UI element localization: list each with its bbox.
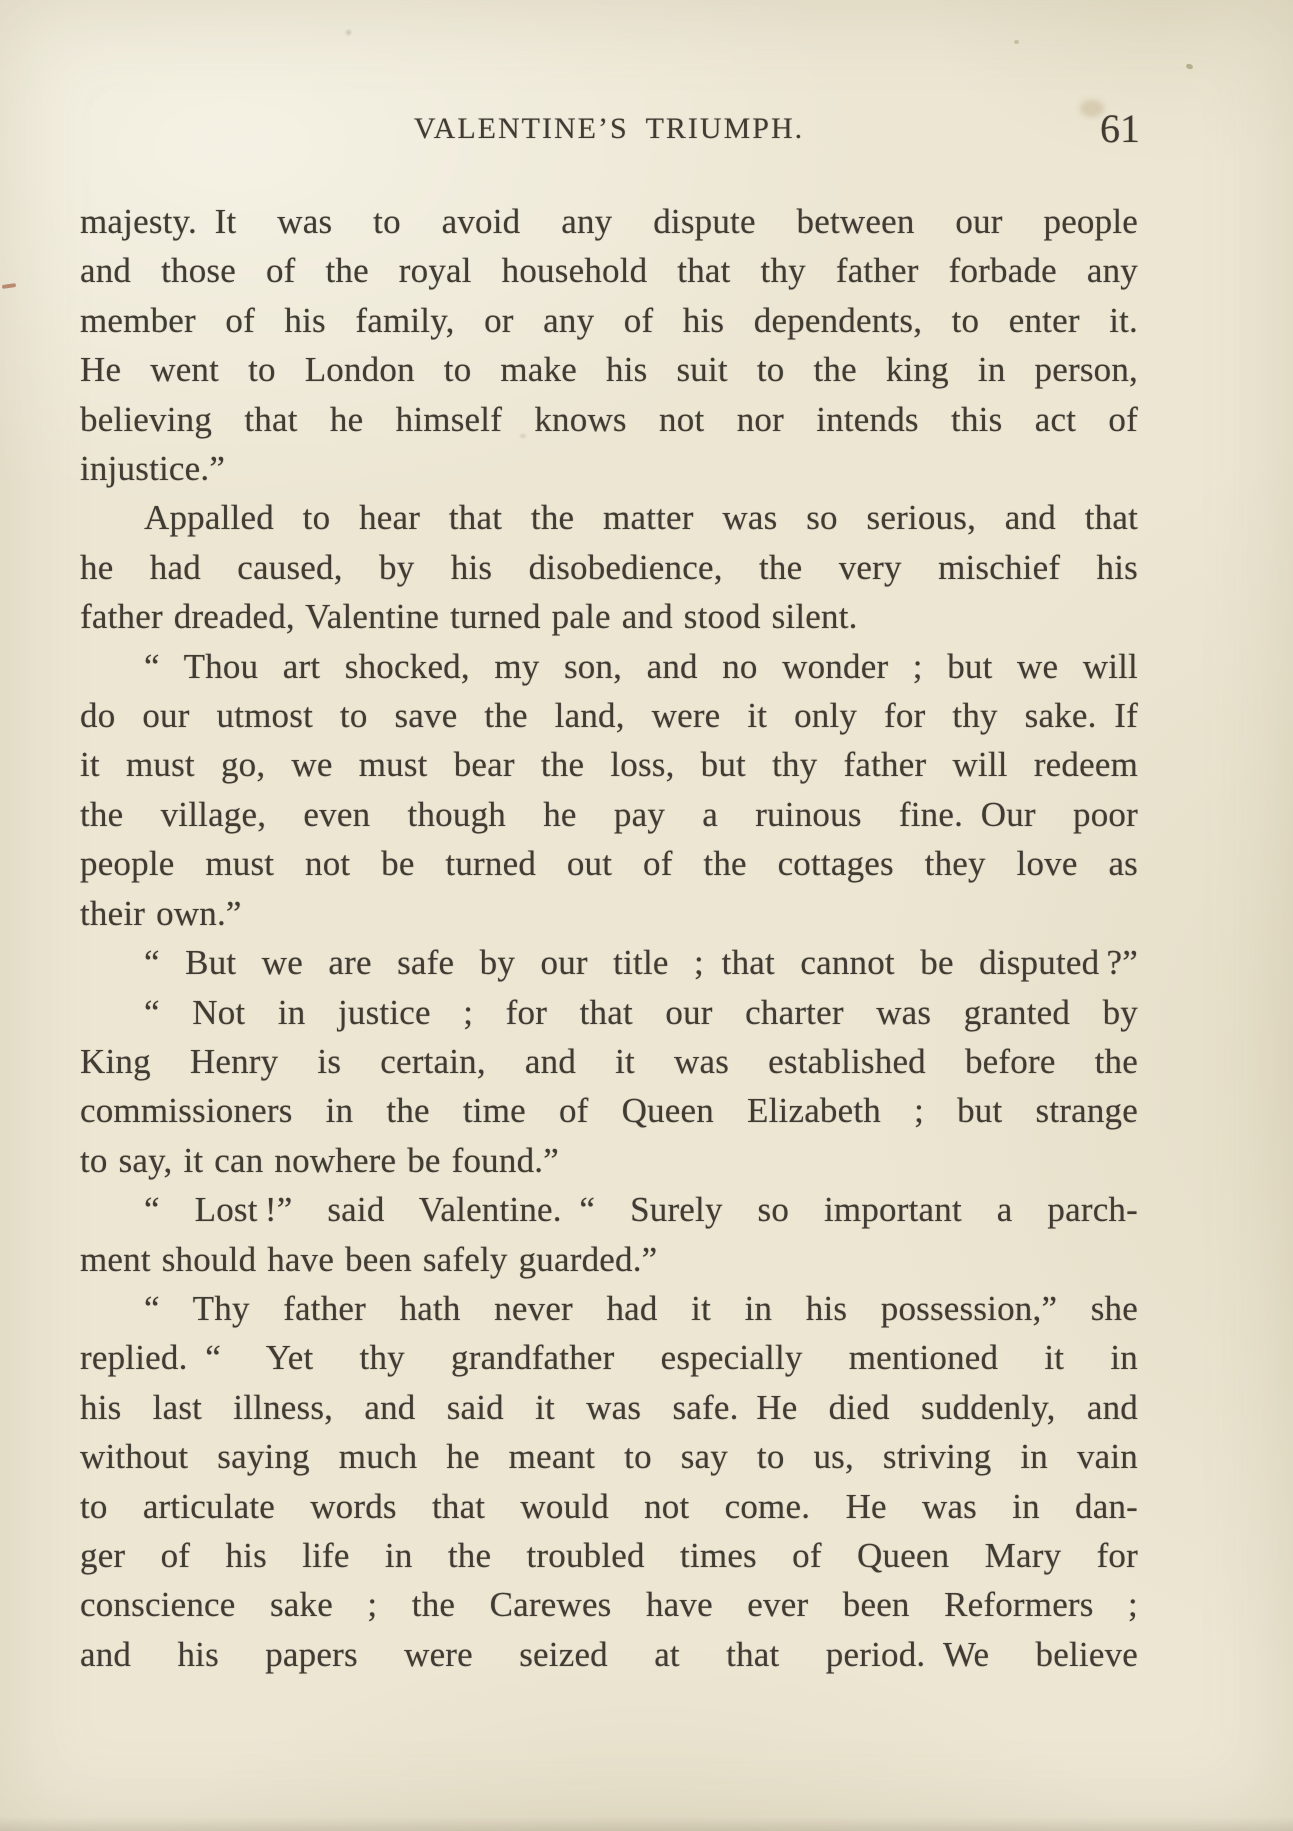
red-pencil-mark bbox=[2, 283, 16, 289]
text-line: and those of the royal household that thy father forbade any bbox=[80, 251, 1138, 291]
text-line: “ But we are safe by our title ; that cannot be disputed ?” bbox=[144, 943, 1138, 983]
paper-stain-speck bbox=[1014, 40, 1019, 44]
text-line: believing that he himself knows not nor intends this act of bbox=[80, 399, 1138, 439]
text-line: commissioners in the time of Queen Elizabeth ; but strange bbox=[80, 1091, 1138, 1131]
text-line: the village, even though he pay a ruinous fine. Our poor bbox=[80, 794, 1138, 834]
text-line: he had caused, by his disobedience, the very mischief his bbox=[80, 547, 1138, 587]
text-line: ger of his life in the troubled times of Queen Mary for bbox=[80, 1535, 1138, 1575]
paper-stain-speck bbox=[1185, 63, 1193, 70]
text-line: conscience sake ; the Carewes have ever been Reformers ; bbox=[80, 1585, 1138, 1625]
text-line: replied. “ Yet thy grandfather especially mentioned it in bbox=[80, 1338, 1138, 1378]
text-line: King Henry is certain, and it was established before the bbox=[80, 1041, 1138, 1081]
text-line: ment should have been safely guarded.” bbox=[80, 1239, 658, 1279]
text-line: his last illness, and said it was safe. He died suddenly, and bbox=[80, 1387, 1138, 1427]
text-line: “ Not in justice ; for that our charter was granted by bbox=[144, 992, 1138, 1032]
text-line: and his papers were seized at that period. We believe bbox=[80, 1634, 1138, 1674]
text-line: to articulate words that would not come. He was in dan- bbox=[80, 1486, 1138, 1526]
text-line: Appalled to hear that the matter was so serious, and that bbox=[144, 498, 1138, 538]
text-line: father dreaded, Valentine turned pale and stood silent. bbox=[80, 597, 858, 637]
text-line: “ Thy father hath never had it in his possession,” she bbox=[144, 1288, 1138, 1328]
text-line: “ Thou art shocked, my son, and no wonder ; but we will bbox=[144, 646, 1138, 686]
body-text bbox=[80, 197, 1138, 1679]
text-line: member of his family, or any of his dependents, to enter it. bbox=[80, 300, 1138, 340]
text-line: “ Lost !” said Valentine. “ Surely so important a parch- bbox=[144, 1190, 1138, 1230]
text-line: injustice.” bbox=[80, 449, 226, 489]
text-line: their own.” bbox=[80, 893, 242, 933]
text-line: people must not be turned out of the cottages they love as bbox=[80, 844, 1138, 884]
page-number: 61 bbox=[1100, 106, 1140, 151]
running-header-title: VALENTINE’S TRIUMPH. bbox=[413, 112, 805, 145]
text-line: do our utmost to save the land, were it only for thy sake. If bbox=[80, 696, 1138, 736]
text-line: majesty. It was to avoid any dispute between our people bbox=[80, 202, 1138, 241]
text-line: without saying much he meant to say to us, striving in vain bbox=[80, 1437, 1138, 1477]
page-bottom-shadow bbox=[0, 1817, 1293, 1831]
text-line: to say, it can nowhere be found.” bbox=[80, 1140, 559, 1180]
text-line: it must go, we must bear the loss, but thy father will redeem bbox=[80, 745, 1138, 785]
text-line: He went to London to make his suit to the king in person, bbox=[80, 350, 1138, 390]
paper-stain-speck bbox=[346, 30, 351, 35]
